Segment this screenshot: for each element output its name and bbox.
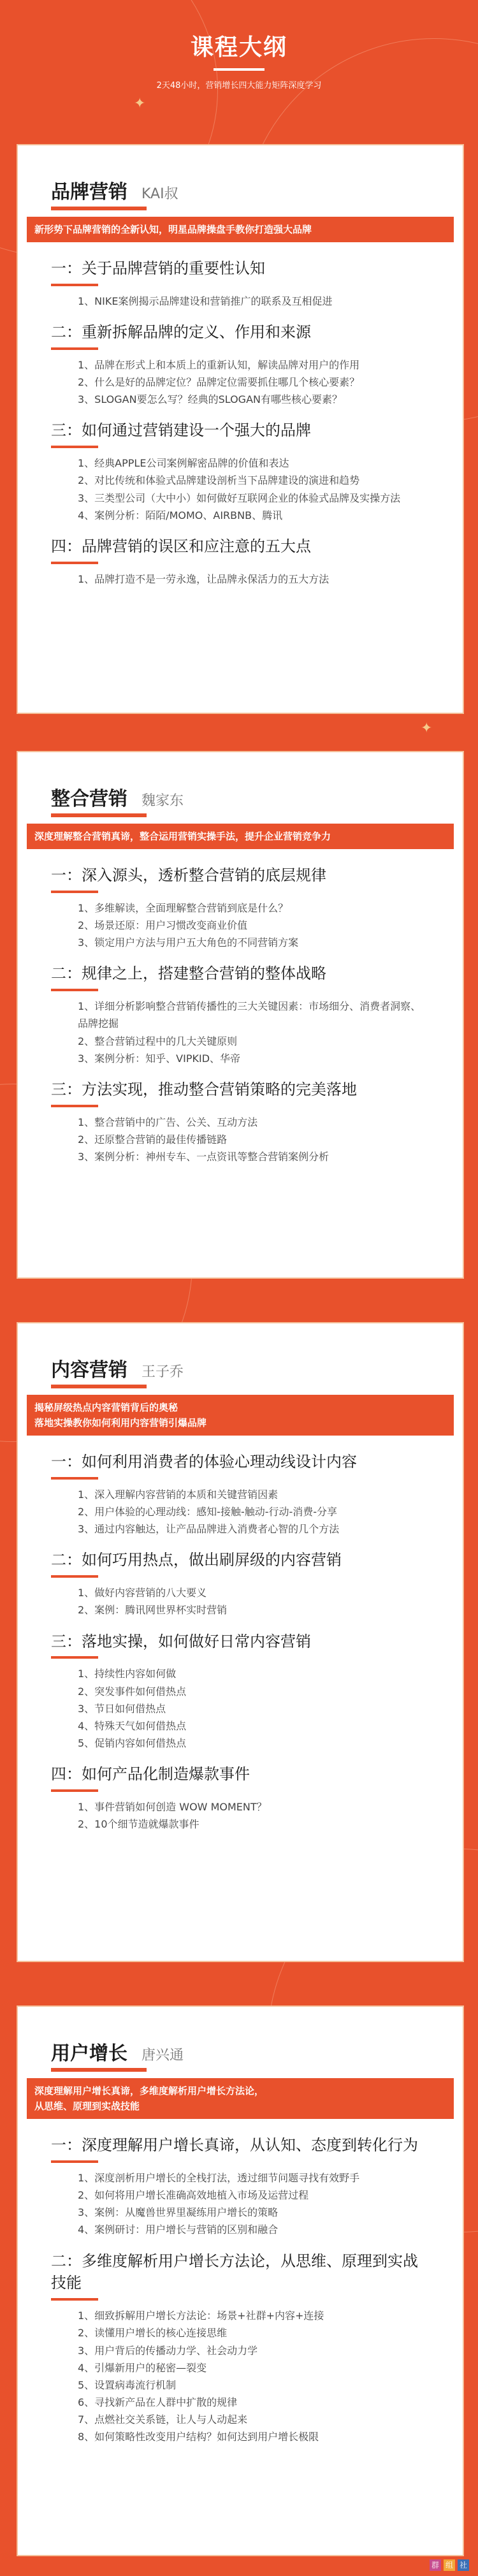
card-banner bbox=[27, 2078, 454, 2119]
section-title: 三：方法实现，推动整合营销策略的完美落地 bbox=[51, 1080, 357, 1098]
section-accent-bar bbox=[51, 1575, 98, 1578]
list-item: 2、如何将用户增长准确高效地植入市场及运营过程 bbox=[78, 2188, 309, 2201]
list-item: 3、节日如何借热点 bbox=[78, 1702, 166, 1715]
list-item: 8、如何策略性改变用户结构？如何达到用户增长极限 bbox=[78, 2431, 319, 2443]
list-item: 3、案例分析：神州专车、一点资讯等整合营销案例分析 bbox=[78, 1151, 330, 1163]
logo-char: 社 bbox=[458, 2559, 469, 2571]
list-item: 2、案例：腾讯网世界杯实时营销 bbox=[78, 1604, 228, 1617]
section-accent-bar bbox=[51, 562, 98, 564]
list-item: 1、经典APPLE公司案例解密品牌的价值和表达 bbox=[78, 457, 289, 470]
list-item: 3、三类型公司（大中小）如何做好互联网企业的体验式品牌及实操方法 bbox=[78, 491, 401, 504]
title-accent-bar bbox=[51, 1385, 147, 1388]
section-title: 一：如何利用消费者的体验心理动线设计内容 bbox=[51, 1453, 357, 1471]
list-item: 1、做好内容营销的八大要义 bbox=[78, 1587, 207, 1599]
section bbox=[51, 1079, 430, 1165]
course-card-growth bbox=[17, 2005, 464, 2556]
card-banner bbox=[27, 217, 454, 242]
list-item: 3、用户背后的传播动力学、社会动力学 bbox=[78, 2344, 258, 2357]
list-item: 2、什么是好的品牌定位？品牌定位需要抓住哪几个核心要素？ bbox=[78, 375, 360, 388]
section-title: 一：深入源头，透析整合营销的底层规律 bbox=[51, 866, 326, 884]
list-item: 2、整合营销过程中的几大关键原则 bbox=[78, 1035, 238, 1047]
section-accent-bar bbox=[51, 1656, 98, 1659]
list-item: 2、读懂用户增长的核心连接思维 bbox=[78, 2327, 228, 2340]
logo-char: 群 bbox=[430, 2559, 441, 2571]
card-title: 品牌营销 bbox=[51, 181, 127, 203]
section-accent-bar bbox=[51, 2298, 98, 2301]
card-author: 唐兴通 bbox=[141, 2048, 184, 2063]
list-item: 2、用户体验的心理动线：感知-接触-触动-行动-消费-分享 bbox=[78, 1505, 338, 1518]
list-item: 1、NIKE案例揭示品牌建设和营销推广的联系及互相促进 bbox=[78, 295, 333, 307]
card-title: 内容营销 bbox=[51, 1359, 127, 1381]
section-accent-bar bbox=[51, 891, 98, 893]
section-title: 二：规律之上，搭建整合营销的整体战略 bbox=[51, 964, 326, 983]
page-title: 课程大纲 bbox=[190, 34, 287, 61]
title-accent-bar bbox=[51, 207, 147, 210]
section-accent-bar bbox=[51, 284, 98, 286]
list-item: 2、突发事件如何借热点 bbox=[78, 1685, 187, 1698]
banner-line: 深度理解用户增长真谛，多维度解析用户增长方法论， bbox=[34, 2085, 264, 2097]
section bbox=[51, 2134, 430, 2239]
list-item: 3、通过内容触达，让产品品牌进入消费者心智的几个方法 bbox=[78, 1523, 340, 1536]
section-accent-bar bbox=[51, 446, 98, 448]
section-title: 二：如何巧用热点，做出刷屏级的内容营销 bbox=[51, 1551, 342, 1569]
list-item: 1、事件营销如何创造 WOW MOMENT？ bbox=[78, 1801, 267, 1814]
section-title: 四：品牌营销的误区和应注意的五大点 bbox=[51, 537, 311, 555]
list-item: 3、SLOGAN要怎么写？经典的SLOGAN有哪些核心要素？ bbox=[78, 393, 342, 406]
logo-char: 组 bbox=[444, 2559, 455, 2571]
list-item: 7、点燃社交关系链，让人与人动起来 bbox=[78, 2413, 248, 2426]
card-title: 整合营销 bbox=[51, 788, 127, 810]
section bbox=[51, 1549, 430, 1619]
list-item: 1、深入理解内容营销的本质和关键营销因素 bbox=[78, 1488, 279, 1501]
section-accent-bar bbox=[51, 989, 98, 991]
banner-line: 深度理解整合营销真谛，整合运用营销实操手法，提升企业营销竞争力 bbox=[34, 831, 331, 842]
section-accent-bar bbox=[51, 2160, 98, 2163]
list-item: 1、品牌打造不是一劳永逸，让品牌永保活力的五大方法 bbox=[78, 572, 330, 585]
list-item: 2、场景还原：用户习惯改变商业价值 bbox=[78, 919, 248, 931]
section-title: 一：深度理解用户增长真谛，从认知、态度到转化行为 bbox=[51, 2136, 418, 2154]
course-card-content bbox=[17, 1322, 464, 1962]
card-author: KAI叔 bbox=[141, 186, 178, 202]
course-card-brand bbox=[17, 144, 464, 714]
section-title: 三：如何通过营销建设一个强大的品牌 bbox=[51, 421, 311, 440]
title-underline bbox=[214, 68, 264, 71]
course-card-integrated bbox=[17, 751, 464, 1279]
list-item: 6、寻找新产品在人群中扩散的规律 bbox=[78, 2396, 238, 2409]
section bbox=[51, 1631, 430, 1752]
banner-line: 揭秘屏级热点内容营销背后的奥秘 bbox=[34, 1402, 178, 1413]
list-item: 5、促销内容如何借热点 bbox=[78, 1737, 187, 1750]
section-title: 四：如何产品化制造爆款事件 bbox=[51, 1765, 250, 1784]
sparkle-icon: ✦ bbox=[134, 96, 146, 112]
list-item: 1、深度剖析用户增长的全栈打法，透过细节问题寻找有效野手 bbox=[78, 2171, 360, 2184]
list-item: 1、多维解读，全面理解整合营销到底是什么？ bbox=[78, 901, 289, 914]
section-title: 三：落地实操，如何做好日常内容营销 bbox=[51, 1632, 311, 1650]
section bbox=[51, 535, 430, 588]
banner-line: 从思维、原理到实战技能 bbox=[34, 2100, 140, 2112]
list-item: 2、10个细节造就爆款事件 bbox=[78, 1818, 199, 1831]
section bbox=[51, 321, 430, 408]
list-item: 1、整合营销中的广告、公关、互动方法 bbox=[78, 1116, 258, 1128]
list-item: 1、细致拆解用户增长方法论：场景+社群+内容+连接 bbox=[78, 2310, 324, 2322]
section bbox=[51, 258, 430, 310]
list-item: 2、还原整合营销的最佳传播链路 bbox=[78, 1133, 228, 1146]
section bbox=[51, 1451, 430, 1538]
section-accent-bar bbox=[51, 347, 98, 350]
section-title: 二：多维度解析用户增长方法论，从思维、原理到实战技能 bbox=[51, 2252, 418, 2292]
section-title: 二：重新拆解品牌的定义、作用和来源 bbox=[51, 323, 311, 341]
list-item: 1、品牌在形式上和本质上的重新认知，解读品牌对用户的作用 bbox=[78, 358, 360, 371]
list-item: 4、案例研讨：用户增长与营销的区别和融合 bbox=[78, 2223, 279, 2236]
card-banner bbox=[27, 824, 454, 849]
banner-line: 新形势下品牌营销的全新认知，明星品牌操盘手教你打造强大品牌 bbox=[34, 224, 312, 235]
section-accent-bar bbox=[51, 1477, 98, 1480]
list-item: 2、对比传统和体验式品牌建设剖析当下品牌建设的演进和趋势 bbox=[78, 474, 360, 487]
list-item: 4、案例分析：陌陌/MOMO、AIRBNB、腾讯 bbox=[78, 509, 283, 521]
list-item: 4、特殊天气如何借热点 bbox=[78, 1719, 187, 1732]
section bbox=[51, 963, 430, 1067]
list-item: 3、案例：从魔兽世界里凝练用户增长的策略 bbox=[78, 2206, 279, 2219]
card-banner bbox=[27, 1395, 454, 1436]
banner-line: 落地实操教你如何利用内容营销引爆品牌 bbox=[34, 1417, 207, 1429]
card-author: 魏家东 bbox=[141, 793, 184, 809]
sparkle-icon: ✦ bbox=[421, 720, 433, 736]
title-accent-bar bbox=[51, 813, 147, 817]
page-header bbox=[0, 0, 478, 112]
section bbox=[51, 419, 430, 524]
list-item: 3、锁定用户方法与用户五大角色的不同营销方案 bbox=[78, 936, 299, 949]
list-item: 3、案例分析：知乎、VIPKID、华帝 bbox=[78, 1052, 241, 1065]
section-accent-bar bbox=[51, 1789, 98, 1792]
section-title: 一：关于品牌营销的重要性认知 bbox=[51, 259, 265, 277]
page-subtitle: 2天48小时，营销增长四大能力矩阵深度学习 bbox=[156, 81, 322, 91]
list-item: 1、详细分析影响整合营销传播性的三大关键因素：市场细分、消费者洞察、品牌挖掘 bbox=[78, 1000, 421, 1030]
list-item: 1、持续性内容如何做 bbox=[78, 1668, 177, 1680]
card-author: 王子乔 bbox=[141, 1364, 184, 1380]
title-accent-bar bbox=[51, 2068, 147, 2072]
section-accent-bar bbox=[51, 1105, 98, 1107]
section bbox=[51, 864, 430, 951]
list-item: 4、引爆新用户的秘密—裂变 bbox=[78, 2361, 207, 2374]
card-title: 用户增长 bbox=[51, 2042, 127, 2065]
list-item: 5、设置病毒流行机制 bbox=[78, 2378, 177, 2391]
section bbox=[51, 2250, 430, 2446]
brand-logo bbox=[430, 2559, 469, 2571]
section bbox=[51, 1763, 430, 1833]
